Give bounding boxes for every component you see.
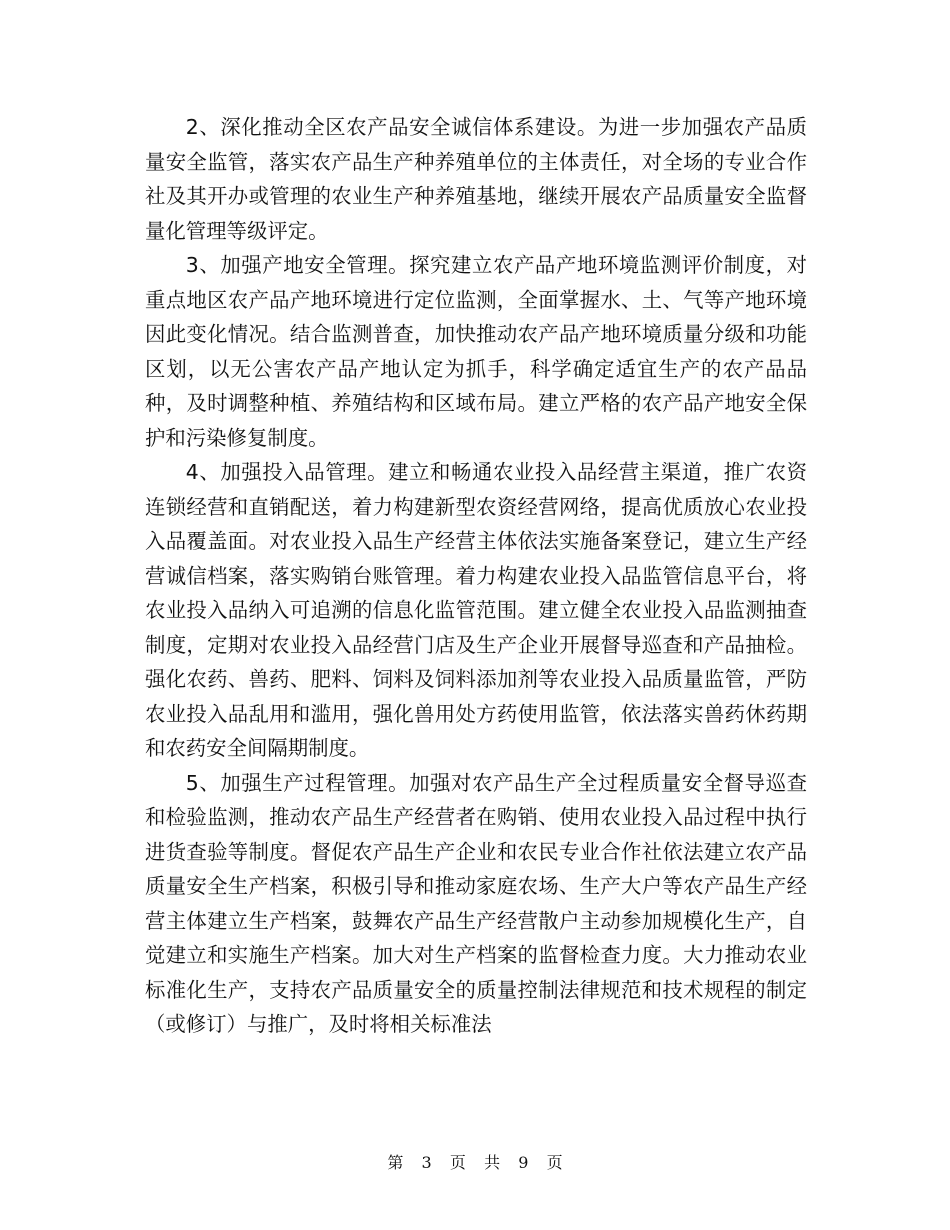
paragraph-input-management: 4、加强投入品管理。建立和畅通农业投入品经营主渠道，推广农资连锁经营和直销配送，着力构建新型农资经营网络，提高优质放心农业投入品覆盖面。对农业投入品生产经营主体依法实施备案登记，建立生产经营诚信档案，落实购销台账管理。着力构建农业投入品监管信息平台，将农业投入品纳入可追溯的信息化监管范围。建立健全农业投入品监测抽查制度，定期对农业投入品经营门店及生产企业开展督导巡查和产品抽检。强化农药、兽药、肥料、饲料及饲料添加剂等农业投入品质量监管，严防农业投入品乱用和滥用，强化兽用处方药使用监管，依法落实兽药休药期和农药安全间隔期制度。 [145,460,807,760]
footer-current-page: 3 [421,1153,432,1172]
footer-page-prefix: 第 [387,1153,404,1172]
paragraph-origin-safety: 3、加强产地安全管理。探究建立农产品产地环境监测评价制度，对重点地区农产品产地环境进行定位监测，全面掌握水、土、气等产地环境因此变化情况。结合监测普查，加快推动农产品产地环境质量分级和功能区划，以无公害农产品产地认定为抓手，科学确定适宜生产的农产品品种，及时调整种植、养殖结构和区域布局。建立严格的农产品产地安全保护和污染修复制度。 [145,253,807,450]
footer-total-pages: 9 [518,1153,529,1172]
document-body [145,110,807,1042]
paragraph-integrity-system: 2、深化推动全区农产品安全诚信体系建设。为进一步加强农产品质量安全监管，落实农产品生产种养殖单位的主体责任，对全场的专业合作社及其开办或管理的农业生产种养殖基地，继续开展农产品质量安全监督量化管理等级评定。 [145,115,807,243]
footer-total-prefix: 共 [484,1153,501,1172]
page-footer [0,1153,950,1173]
footer-total-label: 页 [546,1153,563,1172]
footer-page-label: 页 [449,1153,466,1172]
paragraph-production-process: 5、加强生产过程管理。加强对农产品生产全过程质量安全督导巡查和检验监测，推动农产品生产经营者在购销、使用农业投入品过程中执行进货查验等制度。督促农产品生产企业和农民专业合作社依法建立农产品质量安全生产档案，积极引导和推动家庭农场、生产大户等农产品生产经营主体建立生产档案，鼓舞农产品生产经营散户主动参加规模化生产，自觉建立和实施生产档案。加大对生产档案的监督检查力度。大力推动农业标准化生产，支持农产品质量安全的质量控制法律规范和技术规程的制定（或修订）与推广，及时将相关标准法 [145,770,807,1036]
